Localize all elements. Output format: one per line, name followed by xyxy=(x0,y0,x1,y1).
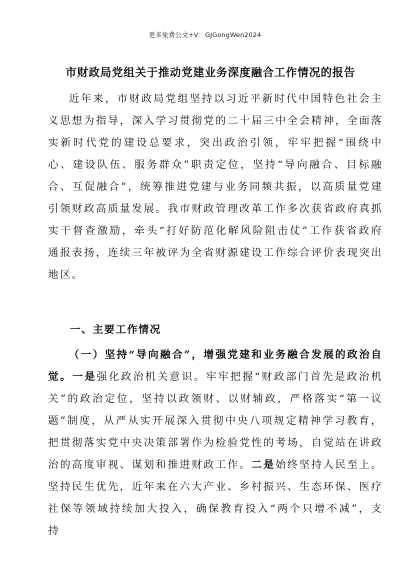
item-text-first: 强化政治机关意识。牢牢把握“财政部门首先是政治机关”的政治定位，坚持以政领财、以财辅政，严格落实“第一议题”制度，从严从实开展深入贯彻中央八项规定精神学习教育，把贯彻落实党中央决策部署作为检验党性的考场，自觉站在讲政治的高度审视、谋划和推进财政工作。 xyxy=(48,371,383,471)
watermark-text: 更多免费公文+V：GJGongWen2024 xyxy=(148,31,262,39)
item-text-second: 始终坚持人民至上。坚持民生优先，近年来在六大产业、乡村振兴、生态环保、医疗社保等领域持续加大投入，确保教育投入“两个只增不减”，支持 xyxy=(48,459,383,537)
item-label-second: 二是 xyxy=(251,459,276,471)
subsection-lead: （一）坚持“导向融合”，增强党建和业务融合发展的政治自觉。 xyxy=(48,349,383,383)
document-title: 市财政局党组关于推动党建业务深度融合工作情况的报告 xyxy=(65,66,356,79)
intro-paragraph: 近年来，市财政局党组坚持以习近平新时代中国特色社会主义思想为指导，深入学习贯彻党的二十届三中全会精神，全面落实新时代党的建设总要求，突出政治引领，牢牢把握“围绕中心、建设队伍、服务群众”职责定位，坚持“导向融合、目标融合、互促融合”，统筹推进党建与业务同频共振，以高质量党建引领财政高质量发展。我市财政管理改革工作多次获省政府真抓实干督查激励，牵头“打好防范化解风险阻击仗”工作获省政府通报表扬，连续三年被评为全省财源建设工作综合评价表现突出地区。 xyxy=(48,93,383,281)
item-label-first: 一是 xyxy=(72,371,97,383)
section-paragraph xyxy=(48,344,383,542)
section-heading: 一、主要工作情况 xyxy=(70,324,162,336)
